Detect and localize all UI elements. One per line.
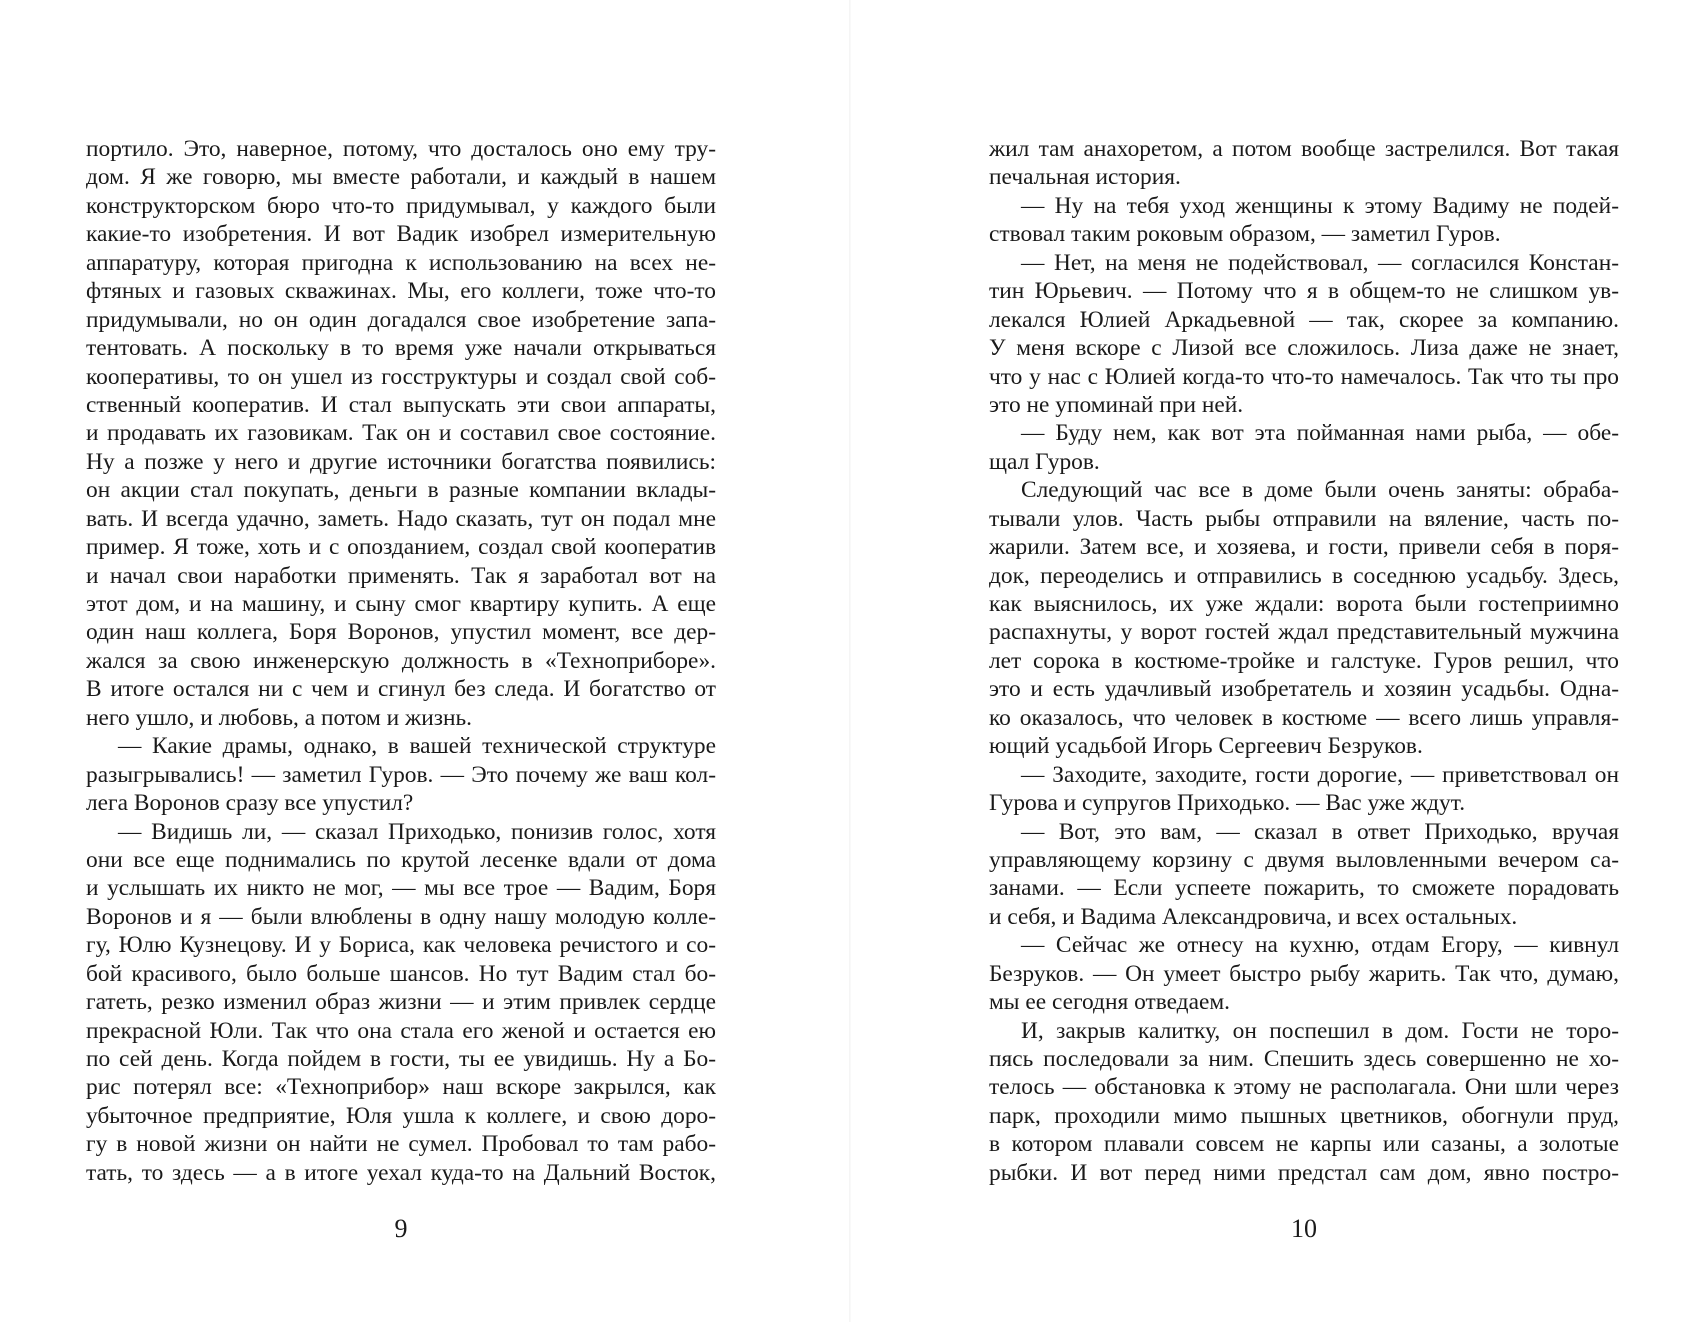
text-line: Безруков. — Он умеет быстро рыбу жарить. Так что, думаю, (989, 960, 1619, 987)
left-page-text (86, 135, 716, 1187)
left-page-number: 9 (394, 1214, 408, 1243)
text-line: — Вот, это вам, — сказал в ответ Приходько, вручая (1021, 818, 1619, 845)
text-line: и себя, и Вадима Александровича, и всех остальных. (989, 903, 1518, 930)
text-line: жался за свою инженерскую должность в «Техноприборе». (86, 647, 716, 674)
text-line: щал Гуров. (989, 448, 1100, 475)
text-line: И, закрыв калитку, он поспешил в дом. Гости не торо- (1021, 1017, 1619, 1044)
text-line: это не упоминай при ней. (989, 391, 1244, 418)
text-line: в котором плавали совсем не карпы или сазаны, а золотые (989, 1131, 1619, 1158)
text-line: — Нет, на меня не подействовал, — согласился Констан- (1021, 249, 1619, 276)
text-line: аппаратуру, которая пригодна к использованию на всех не- (86, 249, 716, 276)
text-line: — Буду нем, как вот эта пойманная нами рыба, — обе- (1021, 420, 1619, 447)
right-page-text (989, 135, 1619, 1187)
text-line: гу в новой жизни он найти не сумел. Пробовал то там рабо- (86, 1131, 716, 1158)
text-line: пясь последовали за ним. Спешить здесь совершенно не хо- (989, 1046, 1619, 1072)
text-line: гатеть, резко изменил образ жизни — и этим привлек сердце (86, 989, 716, 1016)
text-line: он акции стал покупать, деньги в разные компании вклады- (86, 477, 716, 504)
text-line: док, переоделись и отправились в соседнюю усадьбу. Здесь, (989, 562, 1619, 589)
text-line: гу, Юлю Кузнецову. И у Бориса, как человека речистого и со- (86, 932, 716, 959)
text-line: конструкторском бюро что-то придумывал, у каждого были (86, 192, 716, 219)
text-line: парк, проходили мимо пышных цветников, обогнули пруд, (989, 1102, 1619, 1129)
text-line: Воронов и я — были влюблены в одну нашу молодую колле- (86, 903, 716, 930)
text-line: лега Воронов сразу все упустил? (86, 790, 414, 817)
text-line: ственный кооператив. И стал выпускать эти свои аппараты, (86, 391, 716, 418)
text-line: мы ее сегодня отведаем. (989, 989, 1230, 1016)
text-line: ющий усадьбой Игорь Сергеевич Безруков. (989, 733, 1423, 760)
text-line: убыточное предприятие, Юля ушла к коллеге, и свою доро- (86, 1102, 716, 1129)
text-line: этот дом, и на машину, и сыну смог квартиру купить. А еще (86, 591, 716, 617)
text-line: — Какие драмы, однако, в вашей технической структуре (118, 733, 716, 760)
text-line: тывали улов. Часть рыбы отправили на вяление, часть по- (989, 505, 1619, 532)
text-line: рис потерял все: «Техноприбор» наш вскоре закрылся, как (86, 1074, 716, 1101)
text-line: дом. Я же говорю, мы вместе работали, и каждый в нашем (86, 164, 716, 191)
text-line: и начал свои наработки применять. Так я заработал вот на (86, 562, 716, 589)
text-line: это и есть удачливый изобретатель и хозяин усадьбы. Одна- (989, 676, 1619, 703)
text-line: занами. — Если успеете пожарить, то сможете порадовать (989, 875, 1619, 902)
text-line: управляющему корзину с двумя выловленными вечером са- (989, 846, 1619, 873)
text-line: что у нас с Юлией когда-то что-то намечалось. Так что ты про (989, 363, 1619, 390)
text-line: какие-то изобретения. И вот Вадик изобрел измерительную (86, 221, 716, 248)
text-line: него ушло, и любовь, а потом и жизнь. (86, 704, 473, 731)
text-line: пример. Я тоже, хоть и с опозданием, создал свой кооператив (86, 534, 716, 561)
text-line: — Ну на тебя уход женщины к этому Вадиму не подей- (1021, 192, 1619, 219)
text-line: тать, то здесь — а в итоге уехал куда-то на Дальний Восток, (86, 1159, 716, 1186)
text-line: и продавать их газовикам. Так он и составил свое состояние. (86, 420, 716, 447)
text-line: ствовал таким роковым образом, — заметил Гуров. (989, 221, 1501, 248)
text-line: они все еще поднимались по крутой лесенке вдали от дома (86, 846, 716, 873)
text-line: ко оказалось, что человек в костюме — всего лишь управля- (989, 704, 1619, 731)
text-line: — Сейчас же отнесу на кухню, отдам Егору, — кивнул (1021, 932, 1619, 959)
text-line: телось — обстановка к этому не располагала. Они шли через (989, 1074, 1619, 1101)
text-line: тентовать. А поскольку в то время уже начали открываться (86, 335, 716, 362)
text-line: Ну а позже у него и другие источники богатства появились: (86, 448, 716, 475)
text-line: придумывали, но он один догадался свое изобретение запа- (86, 306, 716, 333)
text-line: как выяснилось, их уже ждали: ворота были гостеприимно (989, 591, 1619, 617)
text-line: один наш коллега, Боря Воронов, упустил момент, все дер- (86, 619, 716, 646)
text-line: бой красивого, было больше шансов. Но тут Вадим стал бо- (86, 960, 716, 987)
text-line: жарили. Затем все, и хозяева, и гости, привели себя в поря- (989, 534, 1619, 561)
text-line: распахнуты, у ворот гостей ждал представительный мужчина (989, 619, 1619, 646)
text-line: жил там анахоретом, а потом вообще застрелился. Вот такая (989, 136, 1619, 162)
text-line: кооперативы, то он ушел из госструктуры и создал свой соб- (86, 363, 716, 390)
text-line: прекрасной Юли. Так что она стала его женой и остается ею (86, 1017, 716, 1044)
text-line: Гурова и супругов Приходько. — Вас уже ждут. (989, 790, 1466, 817)
text-line: портило. Это, наверное, потому, что досталось оно ему тру- (86, 136, 716, 162)
text-line: лет сорока в костюме-тройке и галстуке. Гуров решил, что (989, 647, 1619, 674)
text-line: Следующий час все в доме были очень заняты: обраба- (1021, 477, 1619, 504)
text-line: и услышать их никто не мог, — мы все трое — Вадим, Боря (86, 875, 716, 902)
text-line: У меня вскоре с Лизой все сложилось. Лиза даже не знает, (989, 335, 1619, 362)
text-line: печальная история. (989, 164, 1181, 191)
text-line: тин Юрьевич. — Потому что я в общем-то не слишком ув- (989, 278, 1619, 305)
page-gutter (849, 0, 851, 1322)
text-line: фтяных и газовых скважинах. Мы, его коллеги, тоже что-то (86, 278, 716, 305)
text-line: вать. И всегда удачно, заметь. Надо сказать, тут он подал мне (86, 505, 716, 532)
text-line: лекался Юлией Аркадьевной — так, скорее за компанию. (989, 306, 1619, 333)
text-line: по сей день. Когда пойдем в гости, ты ее увидишь. Ну а Бо- (86, 1046, 716, 1072)
text-line: — Заходите, заходите, гости дорогие, — приветствовал он (1021, 761, 1619, 788)
text-line: разыгрывались! — заметил Гуров. — Это почему же ваш кол- (86, 761, 716, 788)
text-line: рыбки. И вот перед ними предстал сам дом, явно постро- (989, 1159, 1619, 1186)
right-page-number: 10 (1291, 1214, 1317, 1243)
text-line: В итоге остался ни с чем и сгинул без следа. И богатство от (86, 676, 716, 703)
text-line: — Видишь ли, — сказал Приходько, понизив голос, хотя (118, 818, 716, 845)
